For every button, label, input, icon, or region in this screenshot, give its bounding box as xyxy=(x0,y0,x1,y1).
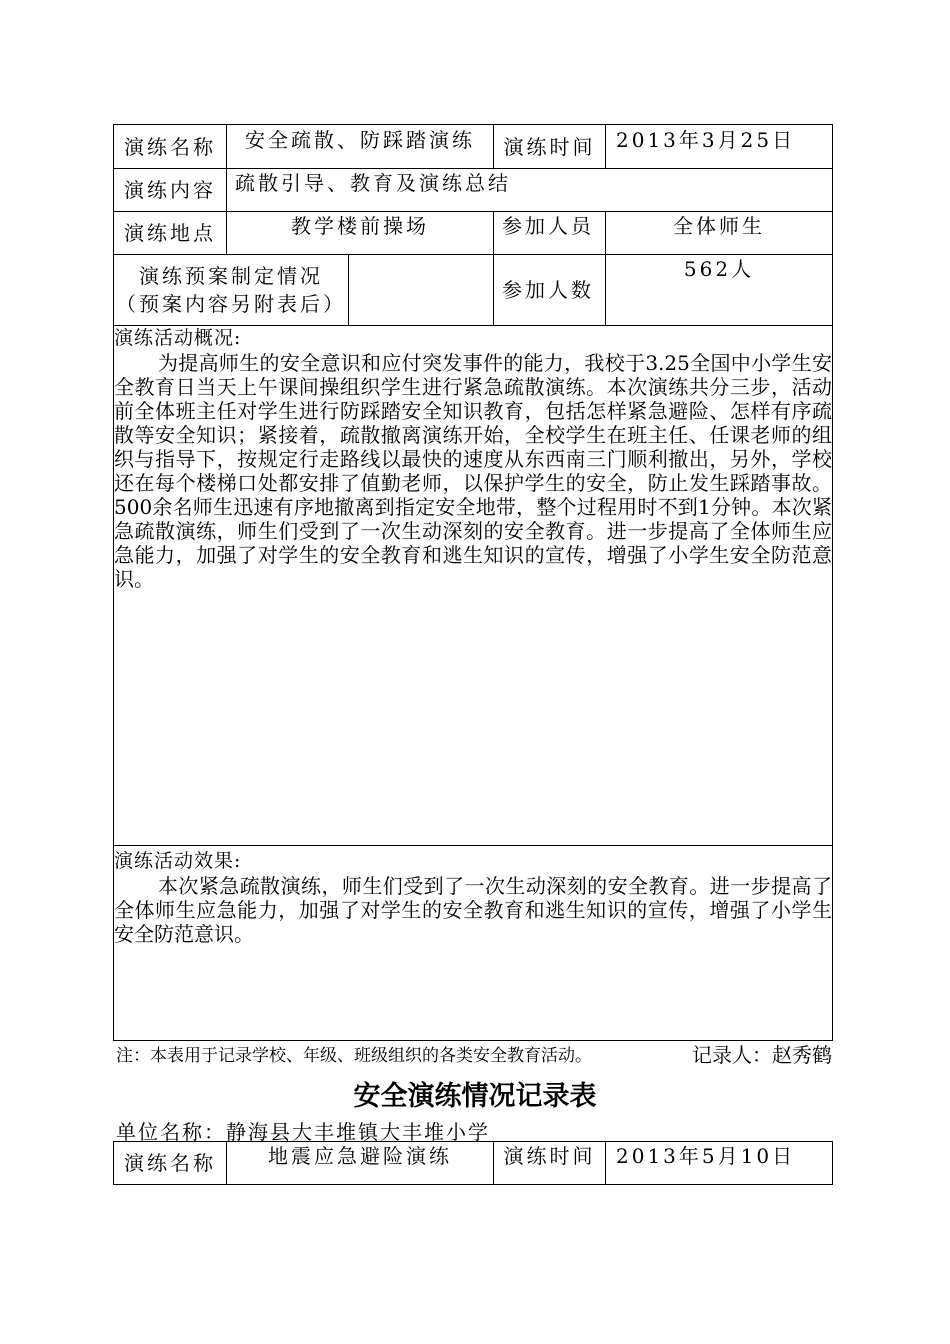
effect-cell xyxy=(114,846,833,1041)
drill-time-label: 演练时间 xyxy=(494,125,606,169)
drill-name-value-2: 地震应急避险演练 xyxy=(227,1142,494,1185)
participants-value: 全体师生 xyxy=(606,212,833,255)
location-label: 演练地点 xyxy=(114,212,227,255)
count-value: 562人 xyxy=(606,255,833,326)
drill-time-label-2: 演练时间 xyxy=(494,1142,606,1185)
unit-name: 单位名称：静海县大丰堆镇大丰堆小学 xyxy=(116,1120,490,1144)
drill-record-table-1 xyxy=(113,124,833,1041)
overview-text: 为提高师生的安全意识和应付突发事件的能力，我校于3.25全国中小学生安全教育日当天上午课间操组织学生进行紧急疏散演练。本次演练共分三步，活动前全体班主任对学生进行防踩踏安全知识教育，包括怎样紧急避险、怎样有序疏散等安全知识；紧接着，疏散撤离演练开始，全校学生在班主任、任课老师的组织与指导下，按规定行走路线以最快的速度从东西南三门顺利撤出，另外，学校还在每个楼梯口处都安排了值勤老师，以保护学生的安全，防止发生踩踏事故。500余名师生迅速有序地撤离到指定安全地带，整个过程用时不到1分钟。本次紧急疏散演练，师生们受到了一次生动深刻的安全教育。进一步提高了全体师生应急能力，加强了对学生的安全教育和逃生知识的宣传，增强了小学生安全防范意识。 xyxy=(114,351,832,591)
note-text: 注：本表用于记录学校、年级、班级组织的各类安全教育活动。 xyxy=(116,1046,592,1066)
overview-cell xyxy=(114,326,833,846)
content-label: 演练内容 xyxy=(114,169,227,212)
location-value: 教学楼前操场 xyxy=(227,212,494,255)
plan-label-line1: 演练预案制定情况 xyxy=(139,264,323,288)
form-title: 安全演练情况记录表 xyxy=(353,1081,597,1112)
drill-name-label: 演练名称 xyxy=(114,125,227,169)
drill-name-label-2: 演练名称 xyxy=(114,1142,227,1185)
drill-time-value-2: 2013年5月10日 xyxy=(606,1142,833,1185)
plan-label-line2: （预案内容另附表后） xyxy=(116,292,346,316)
plan-value xyxy=(349,255,494,326)
recorder: 记录人：赵秀鹤 xyxy=(692,1043,832,1067)
count-label: 参加人数 xyxy=(494,255,606,326)
participants-label: 参加人员 xyxy=(494,212,606,255)
effect-label: 演练活动效果: xyxy=(114,850,242,872)
plan-label xyxy=(114,255,349,326)
drill-record-table-2 xyxy=(113,1141,833,1185)
footnote xyxy=(116,1041,832,1066)
content-value: 疏散引导、教育及演练总结 xyxy=(227,169,833,212)
drill-name-value: 安全疏散、防踩踏演练 xyxy=(227,125,494,169)
effect-text: 本次紧急疏散演练，师生们受到了一次生动深刻的安全教育。进一步提高了全体师生应急能力，加强了对学生的安全教育和逃生知识的宣传，增强了小学生安全防范意识。 xyxy=(114,874,832,946)
drill-time-value: 2013年3月25日 xyxy=(606,125,833,169)
overview-label: 演练活动概况: xyxy=(114,327,242,349)
